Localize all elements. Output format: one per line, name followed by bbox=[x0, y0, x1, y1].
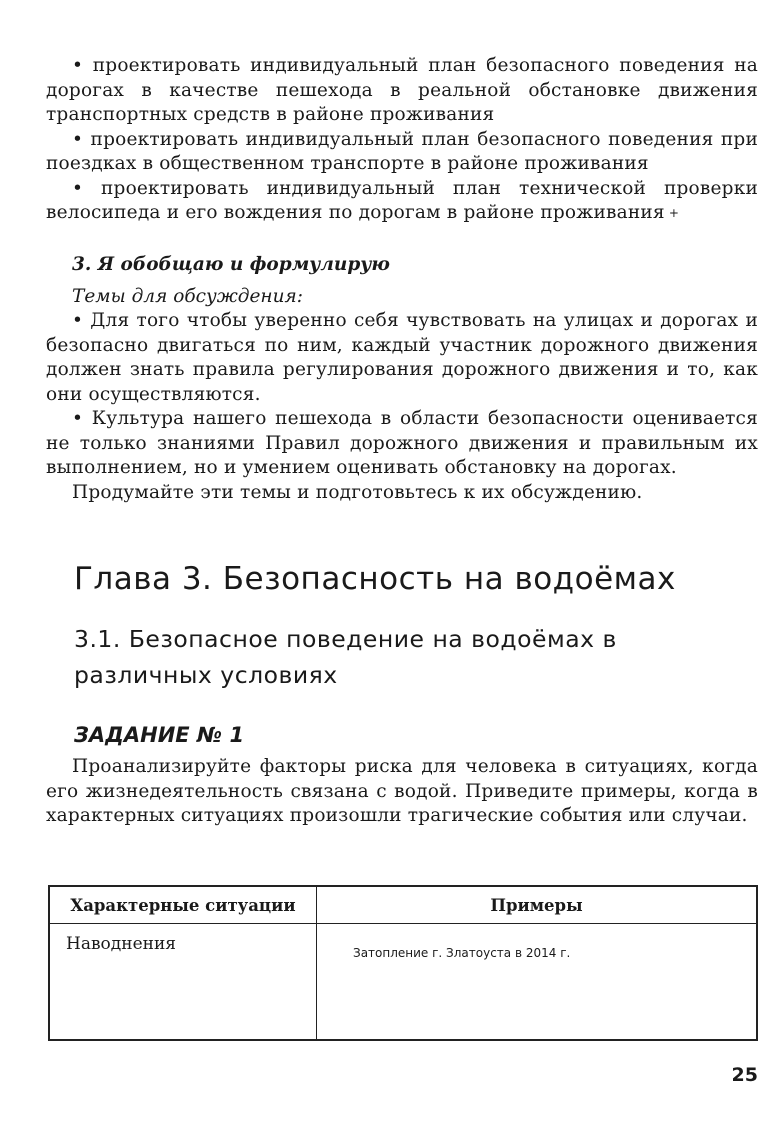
page-content bbox=[46, 54, 758, 829]
bullet-1: • проектировать индивидуальный план безопасного поведения на дорогах в качестве пешехода в реальной обстановке движения транспортных средств в районе проживания bbox=[46, 54, 758, 128]
bullet-3-wrap bbox=[46, 177, 758, 226]
page-number: 25 bbox=[731, 1064, 758, 1086]
header-examples: Примеры bbox=[317, 886, 758, 924]
closing-text: Продумайте эти темы и подготовьтесь к их обсуждению. bbox=[72, 481, 643, 503]
situation-cell: Наводнения bbox=[49, 924, 317, 1041]
examples-table bbox=[48, 885, 758, 1041]
table-row bbox=[49, 924, 757, 1041]
section-heading: 3. Я обобщаю и формулирую bbox=[72, 253, 390, 275]
topic-1: • Для того чтобы уверенно себя чувствовать на улицах и дорогах и безопасно двигаться по ним, каждый участник дорожного движения должен знать правила регулирования дорожного движения и то, как они осуществляются. bbox=[46, 309, 758, 407]
example-cell: Затопление г. Златоуста в 2014 г. bbox=[317, 924, 758, 1041]
topic-2: • Культура нашего пешехода в области безопасности оценивается не только знаниями Правил дорожного движения и правильным их выполнением, но и умением оценивать обстановку на дорогах. bbox=[46, 407, 758, 481]
task-text: Проанализируйте факторы риска для человека в ситуациях, когда его жизнедеятельность связана с водой. Приведите примеры, когда в характерных ситуациях произошли трагические события или случаи. bbox=[46, 756, 758, 826]
handwritten-mark: + bbox=[668, 206, 680, 220]
bullet-2: • проектировать индивидуальный план безопасного поведения при поездках в общественном транспорте в районе проживания bbox=[46, 128, 758, 177]
bullet-3: • проектировать индивидуальный план технической проверки велосипеда и его вождения по дорогам в районе проживания bbox=[46, 178, 758, 224]
chapter-title: Глава 3. Безопасность на водоёмах bbox=[74, 561, 676, 597]
table-header-row bbox=[49, 886, 757, 924]
topics-label: Темы для обсуждения: bbox=[72, 285, 304, 307]
header-situations: Характерные ситуации bbox=[49, 886, 317, 924]
subchapter-title: 3.1. Безопасное поведение на водоёмах в различных условиях bbox=[74, 625, 617, 689]
task-title: ЗАДАНИЕ № 1 bbox=[74, 723, 245, 747]
